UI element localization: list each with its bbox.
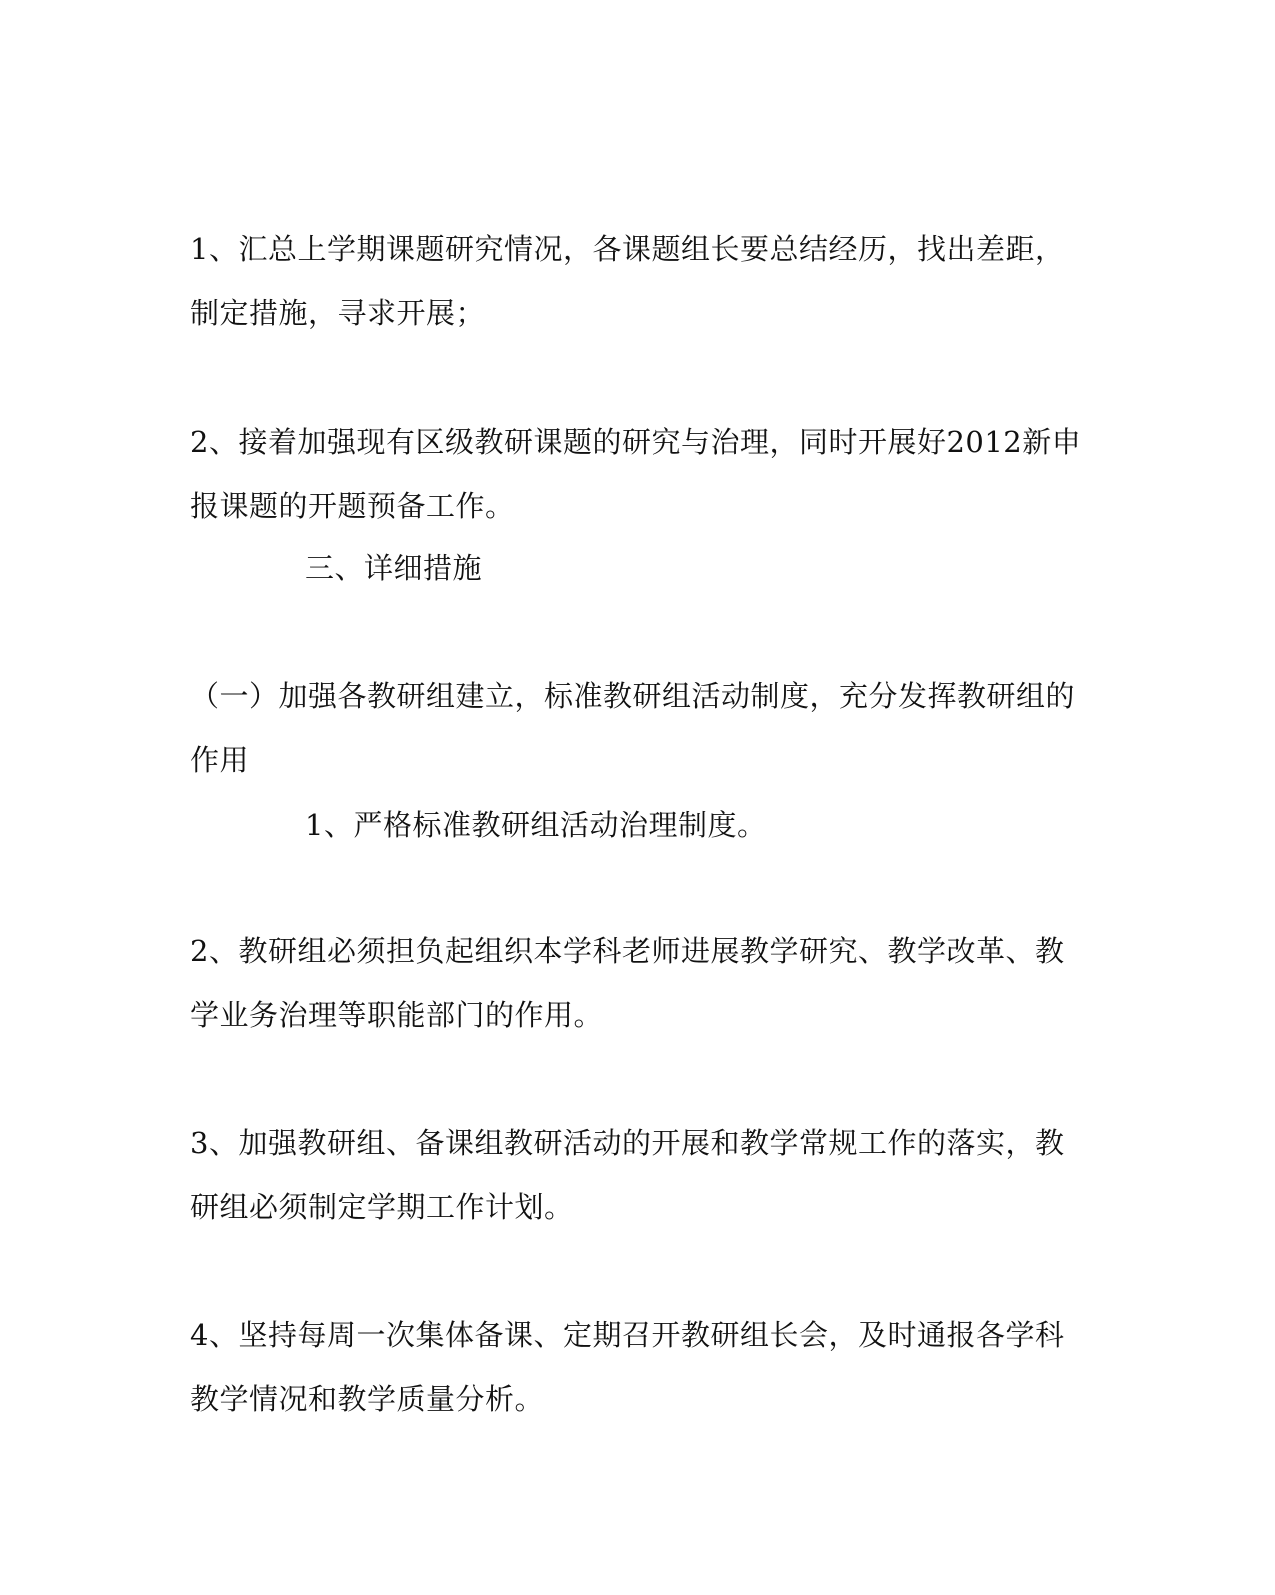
text-line: 1、汇总上学期课题研究情况，各课题组长要总结经历，找出差距， xyxy=(190,232,1065,266)
text-line: 3、加强教研组、备课组教研活动的开展和教学常规工作的落实，教 xyxy=(190,1126,1065,1160)
text-line: 教学情况和教学质量分析。 xyxy=(190,1382,545,1416)
text-line: 2、接着加强现有区级教研课题的研究与治理，同时开展好2012新申 xyxy=(190,425,1082,459)
paragraph-summary-research xyxy=(190,217,1070,345)
text-line: 学业务治理等职能部门的作用。 xyxy=(190,998,604,1032)
text-line: （一）加强各教研组建立，标准教研组活动制度，充分发挥教研组的 xyxy=(190,679,1076,713)
text-line: 报课题的开题预备工作。 xyxy=(190,489,515,523)
paragraph-continue-research xyxy=(190,410,1082,538)
section-heading-measures xyxy=(305,536,1065,600)
text-line: 4、坚持每周一次集体备课、定期召开教研组长会，及时通报各学科 xyxy=(190,1318,1065,1352)
text-line: 2、教研组必须担负起组织本学科老师进展教学研究、教学改革、教 xyxy=(190,934,1065,968)
paragraph-activity-implementation xyxy=(190,1111,1070,1239)
paragraph-group-responsibility xyxy=(190,919,1070,1047)
paragraph-weekly-prep xyxy=(190,1303,1070,1431)
heading-text: 三、详细措施 xyxy=(305,551,483,585)
text-line: 作用 xyxy=(190,743,250,777)
text-line: 1、严格标准教研组活动治理制度。 xyxy=(305,808,767,842)
text-line: 制定措施，寻求开展； xyxy=(190,296,486,330)
paragraph-strengthen-groups xyxy=(190,664,1076,792)
text-line: 研组必须制定学期工作计划。 xyxy=(190,1190,574,1224)
paragraph-strict-standards xyxy=(305,793,1065,857)
